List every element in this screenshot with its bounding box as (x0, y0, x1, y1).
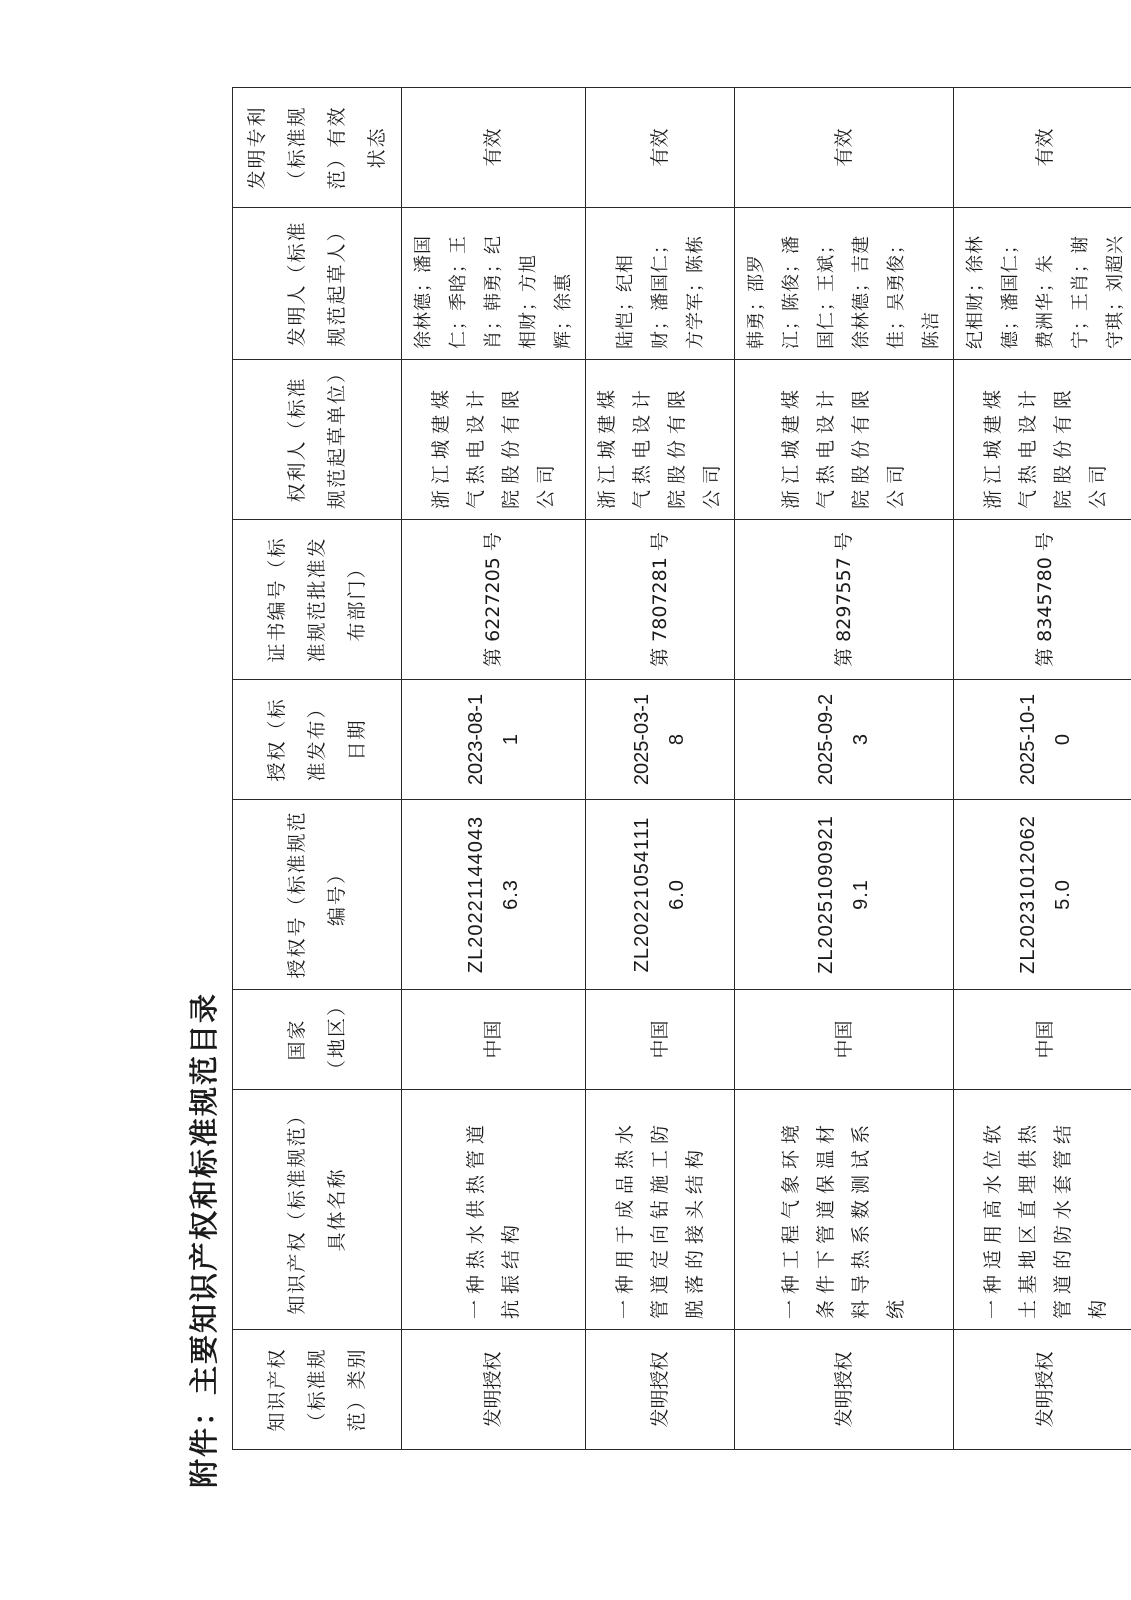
table-row (954, 88, 1131, 1450)
cell-certificate: 第 6227205 号 (402, 520, 586, 680)
cell-owner: 浙江城建煤气热电设计院股份有限公司 (586, 360, 735, 520)
header-number: 授权号（标准规范编号） (233, 800, 402, 990)
cell-date: 2025-10-10 (954, 680, 1131, 800)
cell-date: 2025-03-18 (586, 680, 735, 800)
cell-category: 发明授权 (402, 1330, 586, 1450)
cell-status: 有效 (586, 88, 735, 208)
cell-number: ZL202210541116.0 (586, 800, 735, 990)
cell-certificate: 第 7807281 号 (586, 520, 735, 680)
table-row (735, 88, 954, 1450)
cell-status: 有效 (954, 88, 1131, 208)
cell-status: 有效 (402, 88, 586, 208)
ip-table (232, 87, 1131, 1450)
cell-date: 2025-09-23 (735, 680, 954, 800)
cell-inventors: 陆恺；纪相财；潘国仁；方学军；陈栋 (586, 208, 735, 360)
header-owner: 权利人（标准规范起草单位） (233, 360, 402, 520)
cell-category: 发明授权 (735, 1330, 954, 1450)
cell-owner: 浙江城建煤气热电设计院股份有限公司 (954, 360, 1131, 520)
table-row (402, 88, 586, 1450)
table-row (586, 88, 735, 1450)
cell-category: 发明授权 (586, 1330, 735, 1450)
cell-certificate: 第 8345780 号 (954, 520, 1131, 680)
cell-date: 2023-08-11 (402, 680, 586, 800)
header-date: 授权（标准发布）日期 (233, 680, 402, 800)
cell-name: 一种热水供热管道抗振结构 (402, 1090, 586, 1330)
cell-category: 发明授权 (954, 1330, 1131, 1450)
cell-name: 一种工程气象环境条件下管道保温材料导热系数测试系统 (735, 1090, 954, 1330)
table-header-row (233, 88, 402, 1450)
header-category: 知识产权（标准规范）类别 (233, 1330, 402, 1450)
cell-owner: 浙江城建煤气热电设计院股份有限公司 (735, 360, 954, 520)
cell-status: 有效 (735, 88, 954, 208)
cell-inventors: 徐林德；潘国仁；季晗；王肖；韩勇；纪相财；方旭辉；徐惠 (402, 208, 586, 360)
cell-name: 一种适用高水位软土基地区直埋供热管道的防水套管结构 (954, 1090, 1131, 1330)
header-country: 国家（地区） (233, 990, 402, 1090)
cell-country: 中国 (402, 990, 586, 1090)
header-inventors: 发明人（标准规范起草人） (233, 208, 402, 360)
cell-owner: 浙江城建煤气热电设计院股份有限公司 (402, 360, 586, 520)
document-title: 附件：主要知识产权和标准规范目录 (187, 991, 221, 1488)
header-certificate: 证书编号（标准规范批准发布部门） (233, 520, 402, 680)
cell-number: ZL202211440436.3 (402, 800, 586, 990)
cell-number: ZL202510909219.1 (735, 800, 954, 990)
header-status: 发明专利（标准规范）有效状态 (233, 88, 402, 208)
cell-inventors: 韩勇；邵罗江；陈俊；潘国仁；王斌；徐林德；吉建佳；吴勇俊；陈洁 (735, 208, 954, 360)
cell-country: 中国 (954, 990, 1131, 1090)
cell-inventors: 纪相财；徐林德；潘国仁；费洲华；朱宁；王肖；谢守琪；刘超兴 (954, 208, 1131, 360)
cell-country: 中国 (735, 990, 954, 1090)
cell-name: 一种用于成品热水管道定向钻施工防脱落的接头结构 (586, 1090, 735, 1330)
cell-country: 中国 (586, 990, 735, 1090)
cell-certificate: 第 8297557 号 (735, 520, 954, 680)
cell-number: ZL202310120625.0 (954, 800, 1131, 990)
header-name: 知识产权（标准规范）具体名称 (233, 1090, 402, 1330)
